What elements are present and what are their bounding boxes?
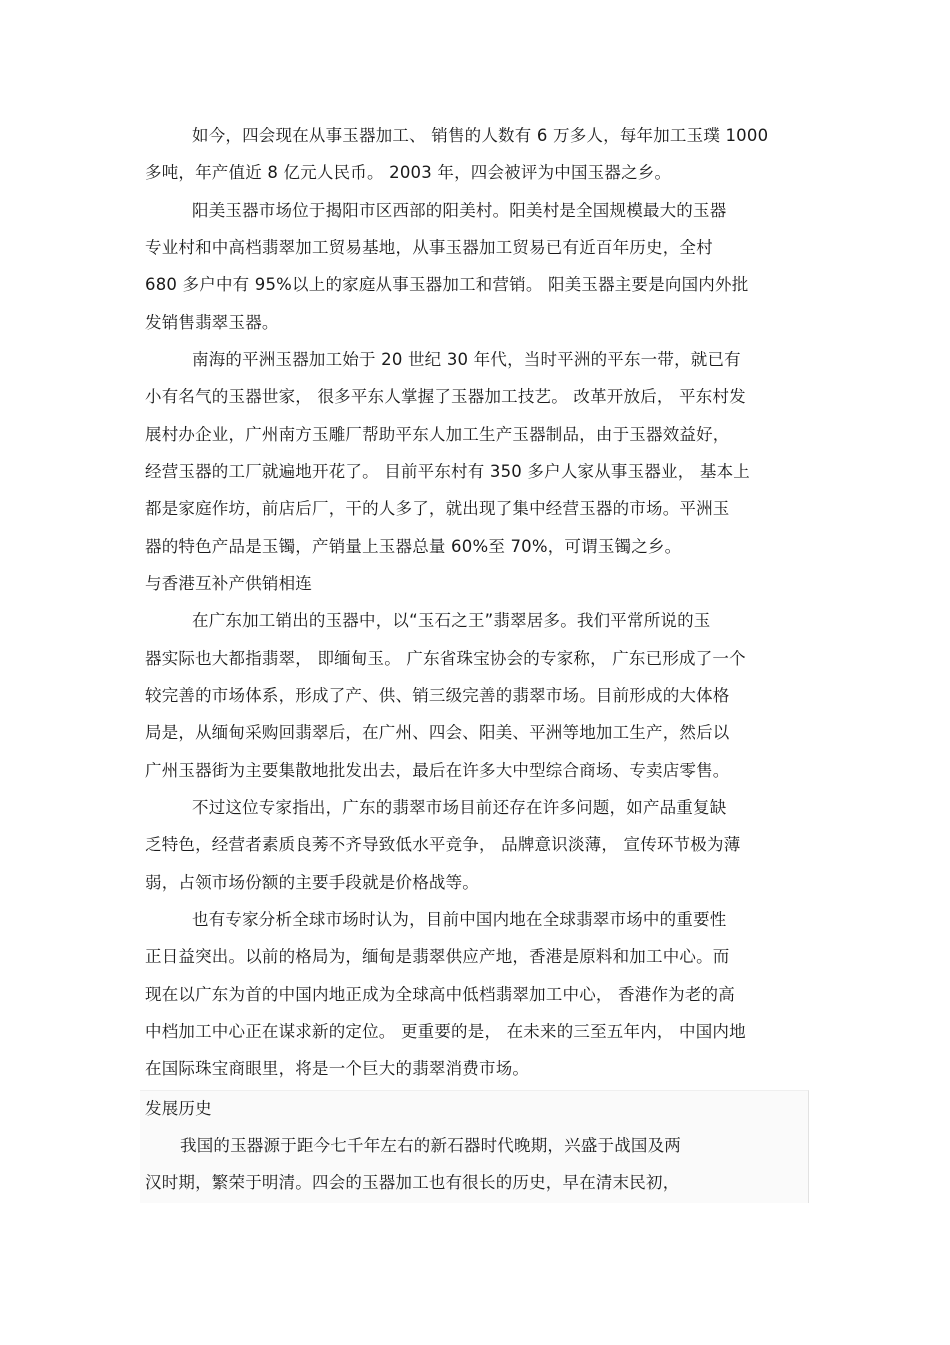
paragraph-line: 弱，占领市场份额的主要手段就是价格战等。 [145,873,479,892]
paragraph-line: 器实际也大都指翡翠， 即缅甸玉。 广东省珠宝协会的专家称， 广东已形成了一个 [145,649,746,668]
paragraph-line: 正日益突出。以前的格局为，缅甸是翡翠供应产地，香港是原料和加工中心。而 [145,947,730,966]
paragraph-line: 阳美玉器市场位于揭阳市区西部的阳美村。阳美村是全国规模最大的玉器 [192,201,727,220]
paragraph-line: 展村办企业，广州南方玉雕厂帮助平东人加工生产玉器制品，由于玉器效益好， [145,425,730,444]
section-heading: 与香港互补产供销相连 [145,574,312,593]
paragraph-line: 发销售翡翠玉器。 [145,313,279,332]
paragraph-line: 广州玉器街为主要集散地批发出去，最后在许多大中型综合商场、专卖店零售。 [145,761,730,780]
history-line: 我国的玉器源于距今七千年左右的新石器时代晚期，兴盛于战国及两 [180,1136,681,1155]
history-line: 汉时期，繁荣于明清。四会的玉器加工也有很长的历史，早在清末民初， [145,1173,680,1192]
paragraph-line: 局是，从缅甸采购回翡翠后，在广州、四会、阳美、平洲等地加工生产，然后以 [145,723,730,742]
paragraph-line: 也有专家分析全球市场时认为，目前中国内地在全球翡翠市场中的重要性 [192,910,727,929]
paragraph-line: 在国际珠宝商眼里，将是一个巨大的翡翠消费市场。 [145,1059,530,1078]
paragraph-line: 在广东加工销出的玉器中，以“玉石之王”翡翠居多。我们平常所说的玉 [192,611,711,630]
paragraph-line: 680 多户中有 95%以上的家庭从事玉器加工和营销。 阳美玉器主要是向国内外批 [145,275,749,294]
paragraph-line: 现在以广东为首的中国内地正成为全球高中低档翡翠加工中心， 香港作为老的高 [145,985,735,1004]
history-heading: 发展历史 [145,1099,212,1118]
paragraph-line: 乏特色，经营者素质良莠不齐导致低水平竞争， 品牌意识淡薄， 宣传环节极为薄 [145,835,741,854]
paragraph-line: 小有名气的玉器世家， 很多平东人掌握了玉器加工技艺。 改革开放后， 平东村发 [145,387,746,406]
paragraph-line: 专业村和中高档翡翠加工贸易基地，从事玉器加工贸易已有近百年历史，全村 [145,238,713,257]
paragraph-line: 经营玉器的工厂就遍地开花了。 目前平东村有 350 多户人家从事玉器业， 基本上 [145,462,750,481]
paragraph-line: 中档加工中心正在谋求新的定位。 更重要的是， 在未来的三至五年内， 中国内地 [145,1022,746,1041]
paragraph-line: 不过这位专家指出，广东的翡翠市场目前还存在许多问题，如产品重复缺 [192,798,727,817]
paragraph-line: 如今，四会现在从事玉器加工、 销售的人数有 6 万多人，每年加工玉璞 1000 [192,126,769,145]
paragraph-line: 都是家庭作坊，前店后厂，干的人多了，就出现了集中经营玉器的市场。平洲玉 [145,499,730,518]
paragraph-line: 多吨，年产值近 8 亿元人民币。 2003 年，四会被评为中国玉器之乡。 [145,163,672,182]
paragraph-line: 器的特色产品是玉镯，产销量上玉器总量 60%至 70%，可谓玉镯之乡。 [145,537,682,556]
paragraph-line: 较完善的市场体系，形成了产、供、销三级完善的翡翠市场。目前形成的大体格 [145,686,730,705]
paragraph-line: 南海的平洲玉器加工始于 20 世纪 30 年代，当时平洲的平东一带，就已有 [192,350,741,369]
